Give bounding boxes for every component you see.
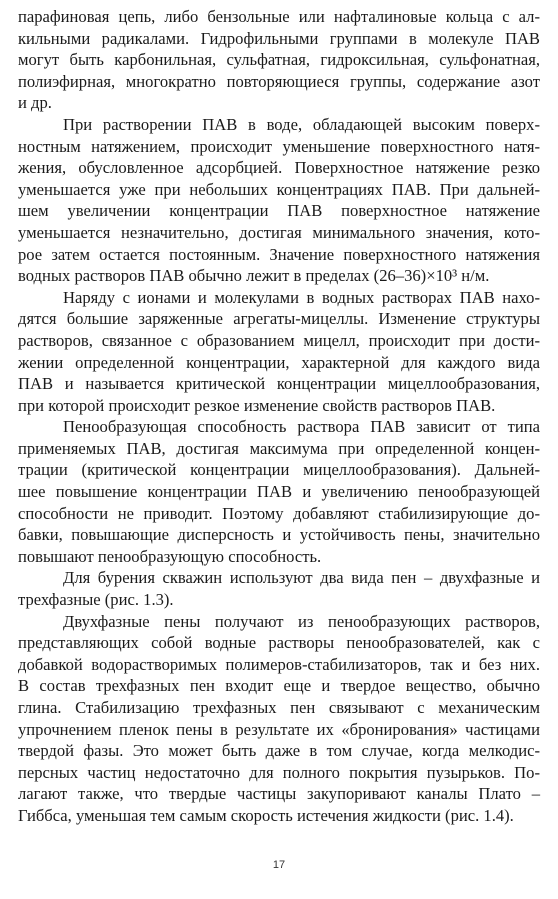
- text-line: растворов, связанное с образованием мицелл, происходит при дости-: [18, 330, 540, 350]
- text-line: глина. Стабилизацию трехфазных пен связывают с механическим: [18, 698, 540, 717]
- paragraph: [18, 287, 540, 417]
- text-line: применяемых ПАВ, достигая максимума при определенной концен-: [18, 438, 540, 458]
- text-line: ПАВ и называется критической концентрации мицеллообразования,: [18, 374, 540, 394]
- page-number: 17: [272, 859, 286, 871]
- text-line: водных растворов ПАВ обычно лежит в пределах (26–36)×10³ н/м.: [18, 266, 490, 286]
- text-line: парафиновая цепь, либо бензольные или нафталиновые кольца с ал-: [18, 7, 540, 26]
- text-line: полиэфирная, многократно повторяющиеся группы, содержание азот: [18, 71, 540, 91]
- text-line: упрочнением пленок пены в результате их «бронирования» частицами: [18, 719, 540, 739]
- text-line: шем увеличении концентрации ПАВ поверхностное натяжение: [18, 201, 540, 221]
- text-line: твердой фазы. Это может быть даже в том случае, когда мелкодис-: [18, 741, 540, 761]
- text-line: Наряду с ионами и молекулами в водных растворах ПАВ нахо-: [63, 287, 540, 307]
- text-line: повышают пенообразующую способность.: [18, 546, 322, 566]
- text-line: способности не приводит. Поэтому добавляют стабилизирующие до-: [18, 503, 540, 523]
- text-line: уменьшается уже при небольших концентрациях ПАВ. При дальней-: [18, 179, 540, 199]
- text-line: трехфазные (рис. 1.3).: [18, 590, 174, 610]
- paragraph: [18, 611, 540, 827]
- text-line: дятся большие заряженные агрегаты-мицеллы. Изменение структуры: [18, 309, 540, 329]
- paragraph: [18, 114, 540, 287]
- text-line: могут быть карбонильная, сульфатная, гидроксильная, сульфонатная,: [18, 50, 540, 70]
- text-line: добавкой водорастворимых полимеров-стабилизаторов, так и без них.: [18, 654, 540, 674]
- text-line: Пенообразующая способность раствора ПАВ зависит от типа: [63, 417, 540, 437]
- text-line: персных частиц недостаточно для полного покрытия пузырьков. По-: [18, 762, 540, 782]
- text-line: Гиббса, уменьшая тем самым скорость истечения жидкости (рис. 1.4).: [18, 805, 514, 825]
- text-line: жения, обусловленное адсорбцией. Поверхностное натяжение резко: [18, 158, 540, 178]
- text-line: жении определенной концентрации, характерной для каждого вида: [18, 352, 540, 372]
- text-line: представляющих собой водные растворы пенообразователей, как с: [18, 633, 540, 653]
- text-line: Для бурения скважин используют два вида пен – двухфазные и: [63, 568, 540, 588]
- text-line: В состав трехфазных пен входит еще и твердое вещество, обычно: [18, 676, 540, 696]
- text-line: и др.: [18, 93, 52, 113]
- document-body: [18, 6, 540, 827]
- text-line: шее повышение концентрации ПАВ и увеличению пенообразующей: [18, 482, 540, 502]
- text-line: При растворении ПАВ в воде, обладающей высоким поверх-: [63, 114, 540, 134]
- text-line: лагают также, что твердые частицы закупоривают каналы Плато –: [18, 784, 540, 804]
- text-line: бавки, повышающие дисперсность и устойчивость пены, значительно: [18, 525, 540, 545]
- paragraph: [18, 567, 540, 610]
- text-line: Двухфазные пены получают из пенообразующих растворов,: [63, 611, 540, 631]
- text-line: кильными радикалами. Гидрофильными группами в молекуле ПАВ: [18, 28, 540, 48]
- text-line: рое затем остается постоянным. Значение поверхностного натяжения: [18, 244, 540, 264]
- text-line: ностным натяжением, происходит уменьшение поверхностного натя-: [18, 136, 540, 156]
- text-line: трации (критической концентрации мицеллообразования). Дальней-: [18, 460, 540, 480]
- paragraph: [18, 416, 540, 567]
- paragraph: [18, 6, 540, 114]
- text-line: при которой происходит резкое изменение свойств растворов ПАВ.: [18, 395, 496, 415]
- text-line: уменьшается незначительно, достигая минимального значения, кото-: [18, 222, 540, 242]
